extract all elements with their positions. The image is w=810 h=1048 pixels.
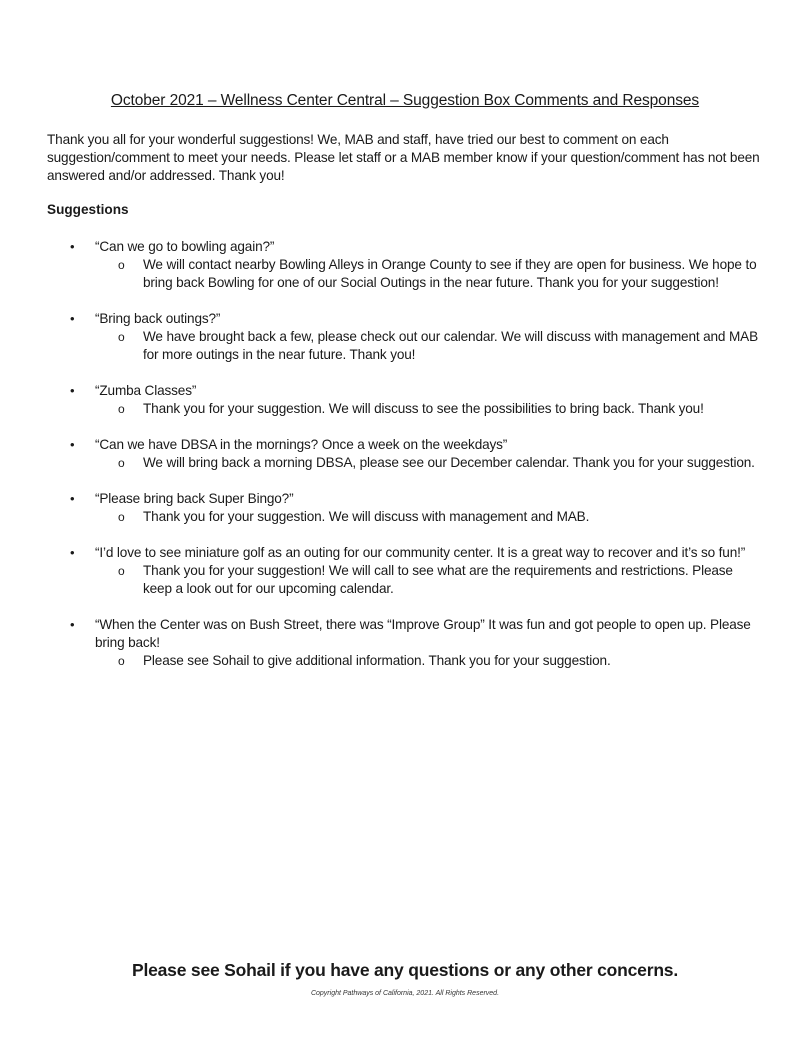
sub-bullet-icon: o xyxy=(118,456,125,470)
footer-note: Please see Sohail if you have any questions or any other concerns. xyxy=(131,960,679,980)
suggestion-item xyxy=(0,382,810,418)
bullet-icon: • xyxy=(70,545,75,560)
suggestion-item xyxy=(0,238,810,292)
bullet-icon: • xyxy=(70,383,75,398)
response-item xyxy=(95,652,764,670)
suggestion-text: “Please bring back Super Bingo?” xyxy=(95,491,294,506)
suggestion-item xyxy=(0,616,810,670)
response-item xyxy=(95,562,764,598)
sub-bullet-icon: o xyxy=(118,654,125,668)
suggestion-item xyxy=(0,310,810,364)
sub-bullet-icon: o xyxy=(118,510,125,524)
sub-bullet-icon: o xyxy=(118,258,125,272)
suggestion-text: “When the Center was on Bush Street, there was “Improve Group” It was fun and got people to open up. Please bring back! xyxy=(95,617,751,650)
response-item xyxy=(95,328,764,364)
copyright-notice: Copyright Pathways of California, 2021. All Rights Reserved. xyxy=(310,990,500,997)
response-text: Thank you for your suggestion! We will call to see what are the requirements and restrictions. Please keep a look out for our upcoming calendar. xyxy=(143,563,733,596)
suggestion-item xyxy=(0,436,810,472)
bullet-icon: • xyxy=(70,437,75,452)
bullet-icon: • xyxy=(70,617,75,632)
response-item xyxy=(95,508,764,526)
response-item xyxy=(95,454,764,472)
response-text: Thank you for your suggestion. We will discuss with management and MAB. xyxy=(143,509,590,524)
section-heading: Suggestions xyxy=(47,202,129,217)
suggestion-text: “I’d love to see miniature golf as an outing for our community center. It is a great way to recover and it’s so fun!” xyxy=(95,545,746,560)
bullet-icon: • xyxy=(70,239,75,254)
bullet-icon: • xyxy=(70,311,75,326)
suggestion-text: “Zumba Classes” xyxy=(95,383,197,398)
intro-paragraph: Thank you all for your wonderful suggestions! We, MAB and staff, have tried our best to comment on each suggestion/comment to meet your needs. Please let staff or a MAB member know if your question/comment has not been answered and/or addressed. Thank you! xyxy=(47,132,760,183)
response-text: Please see Sohail to give additional information. Thank you for your suggestion. xyxy=(143,653,611,668)
document-title: October 2021 – Wellness Center Central – Suggestion Box Comments and Responses xyxy=(110,92,700,109)
sub-bullet-icon: o xyxy=(118,330,125,344)
suggestion-text: “Bring back outings?” xyxy=(95,311,221,326)
suggestion-item xyxy=(0,544,810,598)
sub-bullet-icon: o xyxy=(118,402,125,416)
suggestion-text: “Can we go to bowling again?” xyxy=(95,239,275,254)
sub-bullet-icon: o xyxy=(118,564,125,578)
response-text: We will bring back a morning DBSA, please see our December calendar. Thank you for your suggestion. xyxy=(143,455,755,470)
response-item xyxy=(95,400,764,418)
response-text: Thank you for your suggestion. We will discuss to see the possibilities to bring back. Thank you! xyxy=(143,401,704,416)
suggestion-text: “Can we have DBSA in the mornings? Once a week on the weekdays” xyxy=(95,437,508,452)
response-item xyxy=(95,256,764,292)
response-text: We will contact nearby Bowling Alleys in Orange County to see if they are open for business. We hope to bring back Bowling for one of our Social Outings in the near future. Thank you for your suggestion! xyxy=(143,257,757,290)
response-text: We have brought back a few, please check out our calendar. We will discuss with management and MAB for more outings in the near future. Thank you! xyxy=(143,329,758,362)
suggestion-item xyxy=(0,490,810,526)
suggestion-list xyxy=(0,238,810,688)
bullet-icon: • xyxy=(70,491,75,506)
